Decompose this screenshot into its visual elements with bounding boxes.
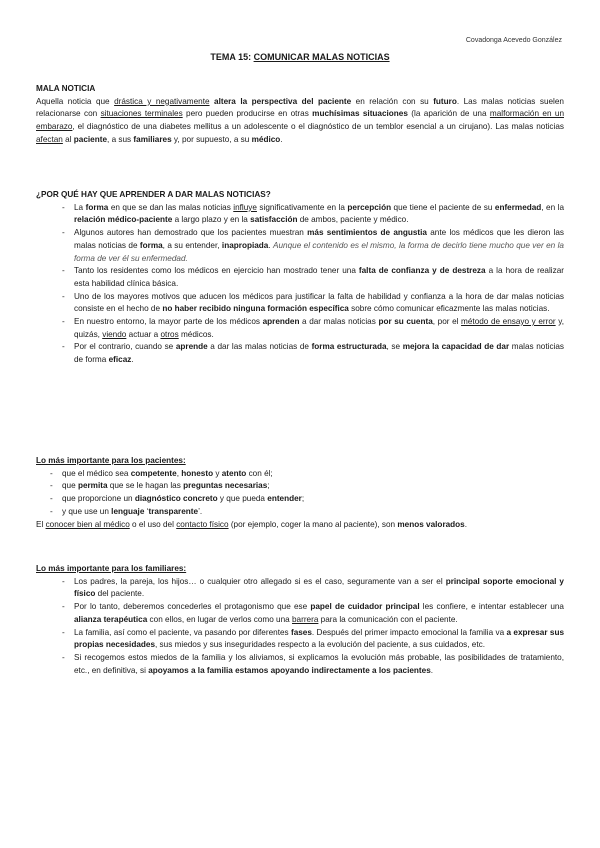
- list-item: - Tanto los residentes como los médicos en ejercicio han mostrado tener una falta de confianza y de destreza a la hora de realizar esta habilidad clínica básica.: [36, 265, 564, 290]
- author-name: Covadonga Acevedo González: [465, 37, 562, 44]
- section-heading: Lo más importante para los familiares:: [36, 564, 187, 573]
- section-pacientes: [36, 455, 564, 531]
- list-item: - Uno de los mayores motivos que aducen los médicos para justificar la falta de habilidad y confianza a la hora de dar malas noticias consiste en el hecho de no haber recibido ninguna formación específica sobre cómo comunicar eficazmente las malas noticias.: [36, 291, 564, 316]
- list-item: - Por lo tanto, deberemos concederles el protagonismo que ese papel de cuidador principal les confiere, e intentar establecer una alianza terapéutica con ellos, en lugar de verlos como una barrera para la comunicación con el paciente.: [36, 601, 564, 626]
- page-title: [0, 52, 600, 62]
- section-heading: Lo más importante para los pacientes:: [36, 456, 186, 465]
- list-item: - que proporcione un diagnóstico concreto y que pueda entender;: [36, 493, 564, 506]
- definition-paragraph: Aquella noticia que drástica y negativamente altera la perspectiva del paciente en relación con su futuro. Las malas noticias suelen relacionarse con situaciones terminales pero pueden producirse en otras muchísimas situaciones (la aparición de una malformación en un embarazo, el diagnóstico de una diabetes mellitus a un adolescente o el diagnóstico de un temblor esencial a un cirujano). Las malas noticias afectan al paciente, a sus familiares y, por supuesto, a su médico.: [36, 96, 564, 144]
- families-list: [36, 576, 564, 678]
- list-item: - que permita que se le hagan las preguntas necesarias;: [36, 480, 564, 493]
- list-item: - Por el contrario, cuando se aprende a dar las malas noticias de forma estructurada, se mejora la capacidad de dar malas noticias de forma eficaz.: [36, 341, 564, 366]
- list-item: - Los padres, la pareja, los hijos… o cualquier otro allegado si es el caso, seguramente van a ser el principal soporte emocional y físico del paciente.: [36, 576, 564, 601]
- title-prefix: TEMA 15:: [210, 52, 254, 62]
- list-item: - y que use un lenguaje ‘transparente’.: [36, 506, 564, 519]
- patients-list: [36, 468, 564, 519]
- section-mala-noticia: [36, 83, 564, 147]
- section-familiares: [36, 563, 564, 677]
- list-item: - que el médico sea competente, honesto y atento con él;: [36, 468, 564, 481]
- section-por-que: [36, 189, 564, 367]
- list-item: - Si recogemos estos miedos de la familia y los aliviamos, si explicamos la evolución más probable, las posibilidades de tratamiento, etc., en definitiva, si apoyamos a la familia estamos apoyando indirectamente a los pacientes.: [36, 652, 564, 677]
- section-heading: ¿POR QUÉ HAY QUE APRENDER A DAR MALAS NOTICIAS?: [36, 190, 271, 199]
- list-item: - Algunos autores han demostrado que los pacientes muestran más sentimientos de angustia ante los médicos que les dieron las malas noticias de forma, a su entender, inapropiada. Aunque el contenido es el mismo, la forma de decirlo tiene mucho que ver en la forma de ver él su enfermedad.: [36, 227, 564, 265]
- list-item: - En nuestro entorno, la mayor parte de los médicos aprenden a dar malas noticias por su cuenta, por el método de ensayo y error y, quizás, viendo actuar a otros médicos.: [36, 316, 564, 341]
- patients-note: El conocer bien al médico o el uso del contacto físico (por ejemplo, coger la mano al paciente), son menos valorados.: [36, 519, 468, 529]
- section-heading: MALA NOTICIA: [36, 84, 96, 93]
- reasons-list: [36, 202, 564, 367]
- list-item: - La forma en que se dan las malas noticias influye significativamente en la percepción que tiene el paciente de su enfermedad, en la relación médico-paciente a largo plazo y en la satisfacción de ambos, paciente y médico.: [36, 202, 564, 227]
- list-item: - La familia, así como el paciente, va pasando por diferentes fases. Después del primer impacto emocional la familia va a expresar sus propias necesidades, sus miedos y sus inseguridades respecto a la evolución del paciente, a sus cuidados, etc.: [36, 627, 564, 652]
- title-main: COMUNICAR MALAS NOTICIAS: [253, 52, 390, 62]
